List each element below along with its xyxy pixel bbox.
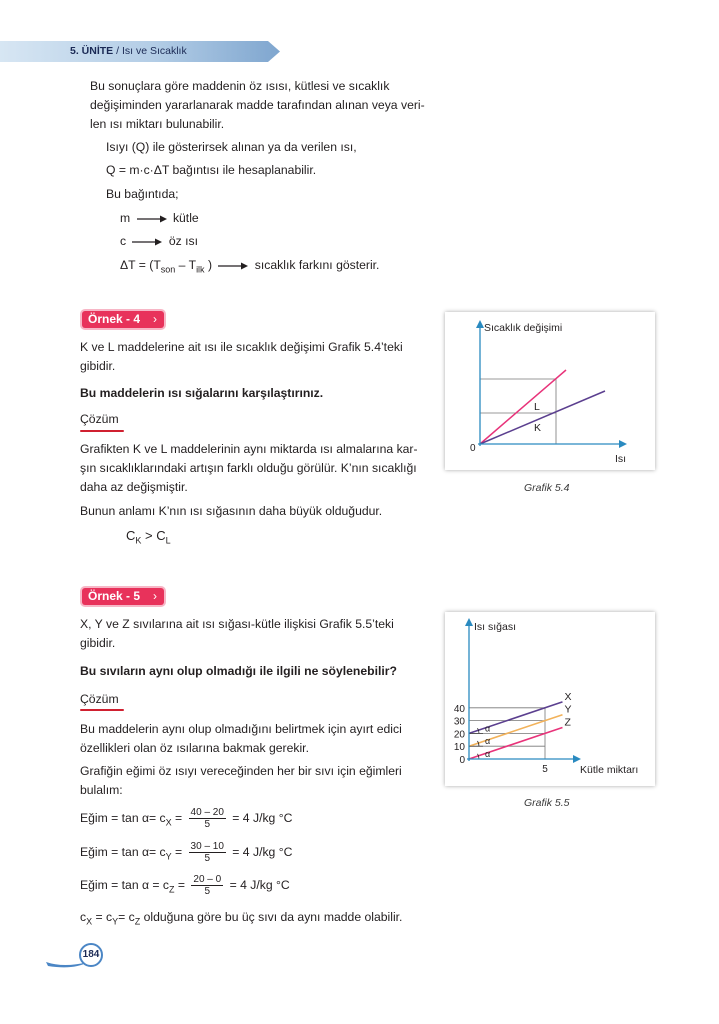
y-tick-label: 30 [453, 716, 465, 728]
eq-text: = 4 J/kg °C [228, 845, 293, 859]
def-m-desc: kütle [172, 211, 199, 225]
eq-text: = [171, 811, 186, 825]
def-m [120, 209, 199, 228]
series-y-label: Y [564, 703, 572, 716]
eq-text: Eğim = tan α = c [80, 878, 170, 892]
fraction [189, 841, 226, 864]
ex4-cozum-heading: Çözüm [80, 412, 119, 426]
ex4-question-line-2: gibidir. [80, 359, 116, 373]
fraction-denominator: 5 [204, 886, 211, 898]
series-x-label: X [564, 690, 572, 703]
result-sub-k: K [135, 535, 142, 546]
y-axis-label: Sıcaklık değişimi [484, 322, 563, 334]
eq-text: = [174, 878, 189, 892]
arrow-right-icon [131, 237, 163, 247]
angle-label: α [485, 749, 491, 759]
fraction-numerator: 40 – 20 [190, 807, 224, 819]
ex5-question-line-2: gibidir. [80, 636, 116, 650]
x-axis-label: Isı [615, 453, 627, 465]
y-tick-label: 10 [453, 742, 465, 754]
def-dt-ilk: ilk [196, 264, 205, 275]
series-z-line [469, 728, 562, 759]
intro-line-3: len ısı miktarı bulunabilir. [90, 117, 225, 131]
def-c-symbol: c [120, 234, 127, 248]
series-x-line [469, 702, 562, 733]
equation-y [80, 838, 292, 870]
arrow-right-icon [136, 214, 168, 224]
unit-header [70, 44, 187, 58]
intro-bu-bagintida: Bu bağıntıda; [106, 187, 179, 201]
eq-sub: X [165, 817, 172, 828]
intro-line-1: Bu sonuçlara göre maddenin öz ısısı, kütlesi ve sıcaklık [90, 79, 390, 93]
eq-text: = 4 J/kg °C [228, 811, 293, 825]
y-tick-label: 20 [453, 729, 465, 741]
series-L-label: L [534, 401, 540, 413]
x-axis-arrow-icon [619, 440, 627, 448]
origin-label: 0 [470, 443, 476, 454]
fraction-numerator: 30 – 10 [190, 841, 224, 853]
graph-5-4-caption: Grafik 5.4 [524, 482, 570, 494]
ex4-result [126, 526, 171, 551]
cozum-underline [80, 709, 124, 711]
angle-label: α [485, 723, 491, 734]
ex4-question-line-1: K ve L maddelerine ait ısı ile sıcaklık değişimi Grafik 5.4’teki [80, 340, 403, 354]
angle-label: α [485, 736, 491, 747]
eq-text: = [171, 845, 186, 859]
concl-text: = c [118, 910, 135, 924]
graph-5-5-caption: Grafik 5.5 [524, 797, 570, 809]
ex4-solution-line-4: Bunun anlamı K’nın ısı sığasının daha büyük olduğudur. [80, 504, 383, 518]
def-m-symbol: m [120, 211, 131, 225]
eq-text: = 4 J/kg °C [226, 878, 290, 892]
y-axis-arrow-icon [465, 618, 473, 626]
y-tick-label: 40 [453, 703, 465, 715]
fraction [191, 874, 223, 897]
fraction-numerator: 20 – 0 [193, 874, 222, 886]
y-axis-arrow-icon [476, 320, 484, 328]
fraction [189, 807, 226, 830]
series-K-label: K [534, 422, 542, 434]
series-y-line [469, 715, 562, 746]
concl-sub: X [86, 916, 93, 927]
def-dt-part: ) [204, 258, 213, 272]
x-tick-label: 5 [542, 764, 548, 775]
def-delta-t [120, 256, 379, 279]
def-dt-desc: sıcaklık farkını gösterir. [254, 258, 380, 272]
def-c-desc: öz ısı [168, 234, 198, 248]
example-4-label: Örnek - 4 [88, 312, 141, 326]
page-number-swoosh [44, 942, 114, 972]
chevron-right-icon: › [153, 589, 158, 603]
ex5-solution-line-2: özellikleri olan öz ısılarına bakmak gerekir. [80, 741, 309, 755]
eq-sub: Z [169, 884, 175, 895]
y-tick-label: 0 [459, 755, 465, 766]
ex5-solution-line-4: bulalım: [80, 783, 123, 797]
concl-sub: Z [134, 916, 141, 927]
example-5-badge [82, 588, 164, 605]
graph-5-5-svg [445, 612, 655, 786]
def-c [120, 232, 198, 251]
eq-text: Eğim = tan α= c [80, 811, 166, 825]
graph-5-5 [445, 612, 655, 786]
eq-text: Eğim = tan α= c [80, 845, 166, 859]
ex4-solution-line-2: şın sıcaklıklarındaki artışın farklı olduğu görülür. K’nın sıcaklığı [80, 461, 417, 475]
concl-text: = c [92, 910, 113, 924]
concl-sub: Y [112, 916, 119, 927]
ex5-solution-line-1: Bu maddelerin aynı olup olmadığını belirtmek için ayırt edici [80, 722, 402, 736]
def-dt-part: – T [175, 258, 197, 272]
result-c: C [126, 528, 136, 543]
fraction-denominator: 5 [204, 853, 211, 865]
equation-x [80, 804, 292, 836]
ex5-solution-line-3: Grafiğin eğimi öz ısıyı vereceğinden her bir sıvı için eğimleri [80, 764, 402, 778]
series-K-line [480, 391, 605, 444]
page-number: 184 [82, 949, 100, 960]
y-axis-label: Isı sığası [474, 621, 517, 633]
ex4-task: Bu maddelerin ısı sığalarını karşılaştırınız. [80, 386, 324, 400]
result-sub-l: L [165, 535, 171, 546]
graph-5-4 [445, 312, 655, 470]
cozum-underline [80, 430, 124, 432]
intro-line-2: değişiminden yararlanarak madde tarafından alınan veya veri- [90, 98, 425, 112]
fraction-denominator: 5 [204, 819, 211, 831]
def-dt-son: son [160, 264, 176, 275]
ex4-solution-line-3: daha az değişmiştir. [80, 480, 188, 494]
series-L-line [480, 370, 566, 444]
example-4-badge [82, 311, 164, 328]
concl-text: olduğuna göre bu üç sıvı da aynı madde olabilir. [140, 910, 403, 924]
concl-text: c [80, 910, 87, 924]
ex5-question-line-1: X, Y ve Z sıvılarına ait ısı sığası-kütle ilişkisi Grafik 5.5’teki [80, 617, 394, 631]
unit-subtitle: / Isı ve Sıcaklık [113, 45, 187, 57]
unit-number: 5. ÜNİTE [70, 45, 114, 57]
series-z-label: Z [564, 716, 571, 729]
ex4-solution-line-1: Grafikten K ve L maddelerinin aynı miktarda ısı almalarına kar- [80, 442, 418, 456]
result-op: > C [141, 528, 166, 543]
def-dt-part: ΔT = (T [120, 258, 161, 272]
eq-sub: Y [165, 851, 172, 862]
chevron-right-icon: › [153, 312, 158, 326]
intro-q-sentence: Isıyı (Q) ile gösterirsek alınan ya da verilen ısı, [106, 140, 357, 154]
arrow-right-icon [217, 261, 249, 271]
intro-formula: Q = m·c·ΔT bağıntısı ile hesaplanabilir. [106, 163, 317, 177]
ex5-cozum-heading: Çözüm [80, 692, 119, 706]
ex5-conclusion [80, 908, 402, 931]
graph-5-4-svg [445, 312, 655, 470]
example-5-label: Örnek - 5 [88, 589, 141, 603]
ex5-task: Bu sıvıların aynı olup olmadığı ile ilgili ne söylenebilir? [80, 664, 397, 678]
x-axis-arrow-icon [573, 755, 581, 763]
x-axis-label: Kütle miktarı [580, 764, 639, 776]
equation-z [80, 871, 290, 903]
